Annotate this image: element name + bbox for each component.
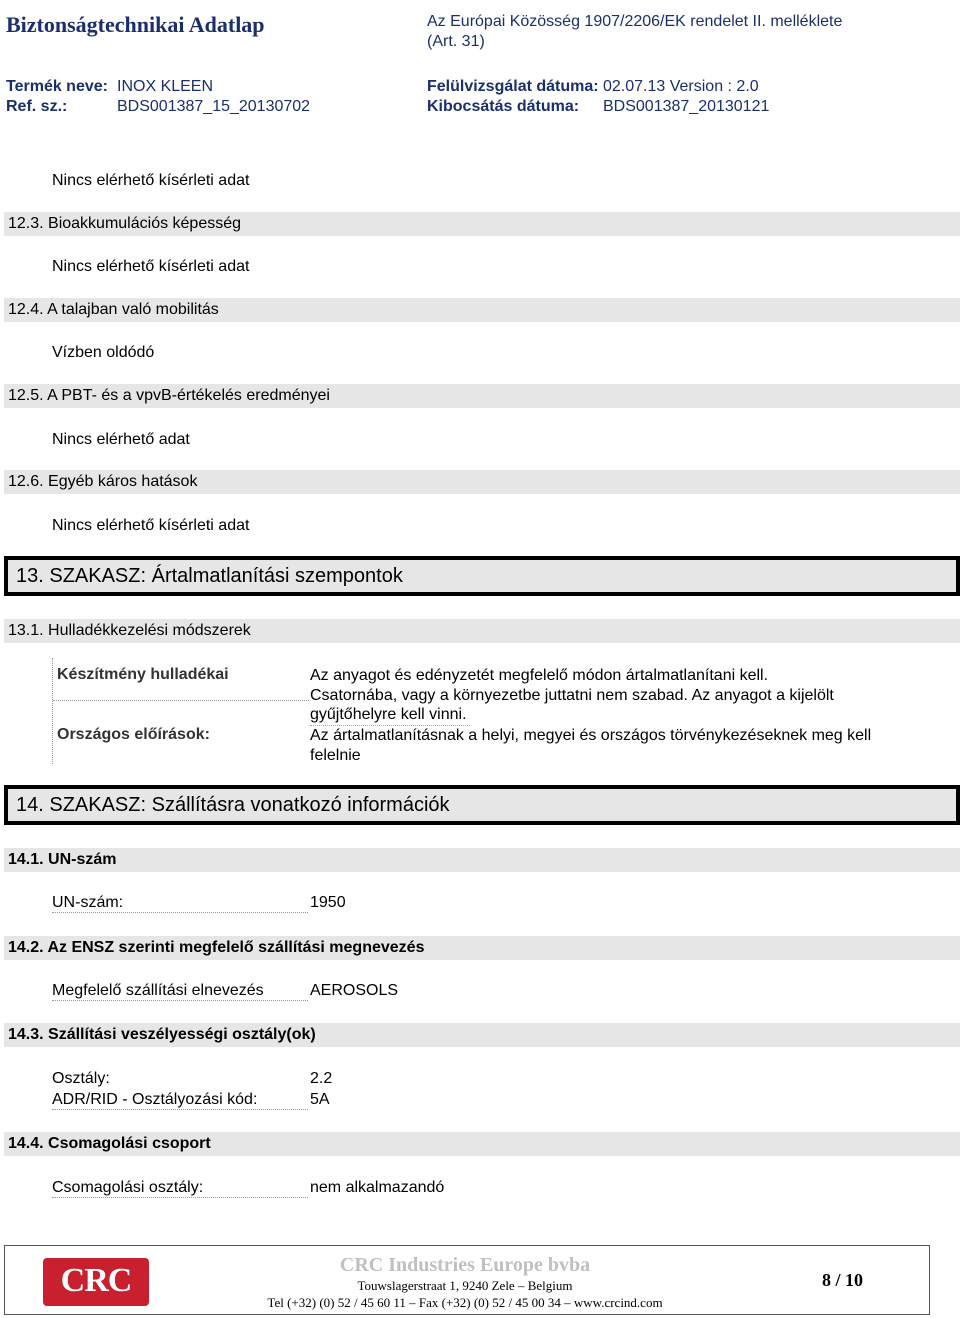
subsection-12-4-title: 12.4. A talajban való mobilitás <box>4 298 960 322</box>
waste-labels-box <box>52 658 310 764</box>
section-14-title: 14. SZAKASZ: Szállításra vonatkozó információk <box>4 785 960 825</box>
company-name: CRC Industries Europe bvba <box>339 1254 591 1276</box>
shipping-name-label: Megfelelő szállítási elnevezés <box>52 982 308 1001</box>
ref-label: Ref. sz.: <box>6 98 68 115</box>
regulations-text-line2: felelnie <box>310 747 361 764</box>
section-13-title: 13. SZAKASZ: Ártalmatlanítási szempontok <box>4 556 960 596</box>
product-value: INOX KLEEN <box>117 78 214 95</box>
ref-value: BDS001387_15_20130702 <box>117 98 311 115</box>
subsection-12-5-title: 12.5. A PBT- és a vpvB-értékelés eredményei <box>4 384 960 408</box>
waste-text-line1: Az anyagot és edényzetét megfelelő módon ártalmatlanítani kell. <box>310 667 769 684</box>
company-contact: Tel (+32) (0) 52 / 45 60 11 – Fax (+32) (0) 52 / 45 00 34 – www.crcind.com <box>267 1295 663 1310</box>
regulation-text: Az Európai Közösség 1907/2206/EK rendelet II. melléklete (Art. 31) <box>427 13 843 50</box>
document-title: Biztonságtechnikai Adatlap <box>6 12 265 37</box>
review-label: Felülvizsgálat dátuma: <box>427 78 599 95</box>
un-number-value: 1950 <box>310 894 346 911</box>
subsection-12-5-text: Nincs elérhető adat <box>52 431 190 448</box>
issue-value: BDS001387_20130121 <box>603 98 770 115</box>
adr-code-value: 5A <box>310 1091 330 1108</box>
subsection-14-4-title: 14.4. Csomagolási csoport <box>4 1132 960 1156</box>
page-number: 8 / 10 <box>821 1270 863 1290</box>
subsection-12-6-title: 12.6. Egyéb káros hatások <box>4 470 960 494</box>
subsection-14-1-title: 14.1. UN-szám <box>4 848 960 872</box>
subsection-12-3-title: 12.3. Bioakkumulációs képesség <box>4 212 960 236</box>
packing-group-value: nem alkalmazandó <box>310 1179 445 1196</box>
adr-code-label: ADR/RID - Osztályozási kód: <box>52 1091 308 1110</box>
packing-group-label: Csomagolási osztály: <box>52 1179 308 1198</box>
class-value: 2.2 <box>310 1070 333 1087</box>
waste-label: Készítmény hulladékai <box>57 666 229 683</box>
subsection-14-2-title: 14.2. Az ENSZ szerinti megfelelő szállítási megnevezés <box>4 936 960 960</box>
review-value: 02.07.13 Version : 2.0 <box>603 78 759 95</box>
waste-text-line3: gyűjtőhelyre kell vinni. <box>310 705 470 726</box>
subsection-12-3-text: Nincs elérhető kísérleti adat <box>52 258 250 275</box>
issue-label: Kibocsátás dátuma: <box>427 98 580 115</box>
crc-logo <box>43 1258 149 1306</box>
subsection-12-4-text: Vízben oldódó <box>52 344 155 361</box>
subsection-13-1-title: 13.1. Hulladékkezelési módszerek <box>4 619 960 643</box>
class-label: Osztály: <box>52 1070 110 1087</box>
divider <box>53 700 309 701</box>
un-number-label: UN-szám: <box>52 894 308 913</box>
subsection-14-3-title: 14.3. Szállítási veszélyességi osztály(ok) <box>4 1023 960 1047</box>
top-text: Nincs elérhető kísérleti adat <box>52 172 250 189</box>
regulations-text-line1: Az ártalmatlanításnak a helyi, megyei és országos törvénykezéseknek meg kell <box>310 727 872 744</box>
subsection-12-6-text: Nincs elérhető kísérleti adat <box>52 517 250 534</box>
company-address: Touwslagerstraat 1, 9240 Zele – Belgium <box>357 1278 573 1293</box>
shipping-name-value: AEROSOLS <box>310 982 399 999</box>
regulations-label: Országos előírások: <box>57 726 210 743</box>
logo-text: CRC <box>60 1262 132 1299</box>
waste-text-line2: Csatornába, vagy a környezetbe juttatni nem szabad. Az anyagot a kijelölt <box>310 687 834 704</box>
product-label: Termék neve: <box>6 78 108 95</box>
page-footer <box>4 1245 930 1315</box>
